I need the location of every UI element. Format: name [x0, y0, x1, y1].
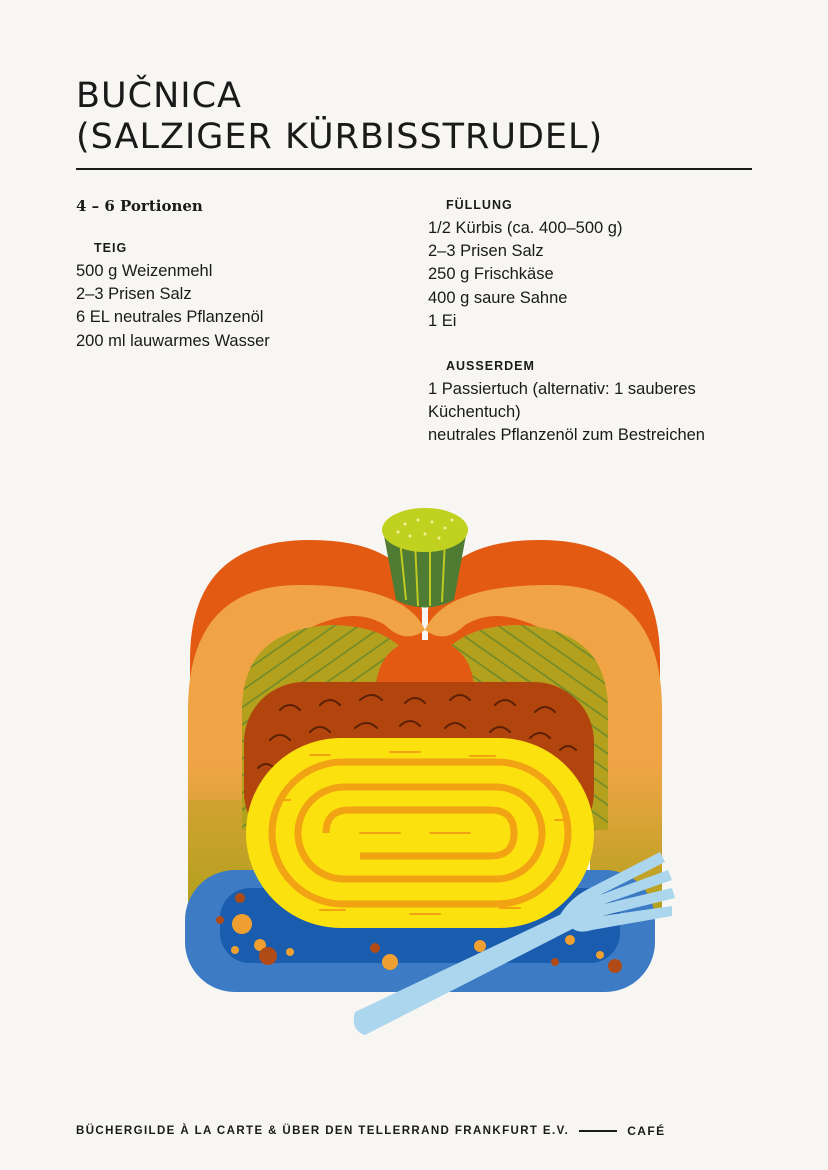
teig-ingredient: 200 ml lauwarmes Wasser — [76, 331, 270, 350]
recipe-title-line-1: BUČNICA — [76, 76, 242, 116]
fuellung-ingredient: 250 g Frischkäse — [428, 265, 554, 284]
teig-ingredient: 6 EL neutrales Pflanzenöl — [76, 308, 264, 327]
pumpkin-stem — [382, 508, 468, 608]
strudel-roll — [246, 738, 594, 928]
teig-heading: TEIG — [94, 241, 128, 255]
recipe-title — [76, 76, 756, 158]
footer-publisher: BÜCHERGILDE À LA CARTE & ÜBER DEN TELLERRAND FRANKFURT E.V. — [76, 1125, 570, 1137]
pumpkin-strudel-illustration — [160, 500, 690, 1060]
fuellung-ingredient: 1/2 Kürbis (ca. 400–500 g) — [428, 219, 623, 237]
ausserdem-item: 1 Passiertuch (alternativ: 1 sauberes — [428, 380, 696, 399]
ausserdem-heading: AUSSERDEM — [446, 359, 535, 374]
left-column — [76, 196, 406, 353]
ausserdem-item: neutrales Pflanzenöl zum Bestreichen — [428, 426, 705, 445]
fuellung-ingredient: 400 g saure Sahne — [428, 288, 568, 307]
portions-label: 4 – 6 Portionen — [76, 197, 203, 215]
fuellung-ingredient: 2–3 Prisen Salz — [428, 242, 544, 261]
footer-dash — [579, 1130, 617, 1131]
teig-ingredient: 500 g Weizenmehl — [76, 262, 213, 280]
ausserdem-item: Küchentuch) — [428, 403, 521, 422]
title-divider — [76, 168, 752, 170]
recipe-title-line-2: (SALZIGER KÜRBISSTRUDEL) — [76, 117, 604, 157]
right-column — [428, 196, 758, 448]
fuellung-ingredient: 1 Ei — [428, 311, 457, 330]
teig-ingredient: 2–3 Prisen Salz — [76, 285, 192, 304]
fuellung-heading: FÜLLUNG — [446, 198, 513, 212]
footer-section: CAFÉ — [627, 1124, 666, 1138]
footer — [76, 1124, 756, 1138]
